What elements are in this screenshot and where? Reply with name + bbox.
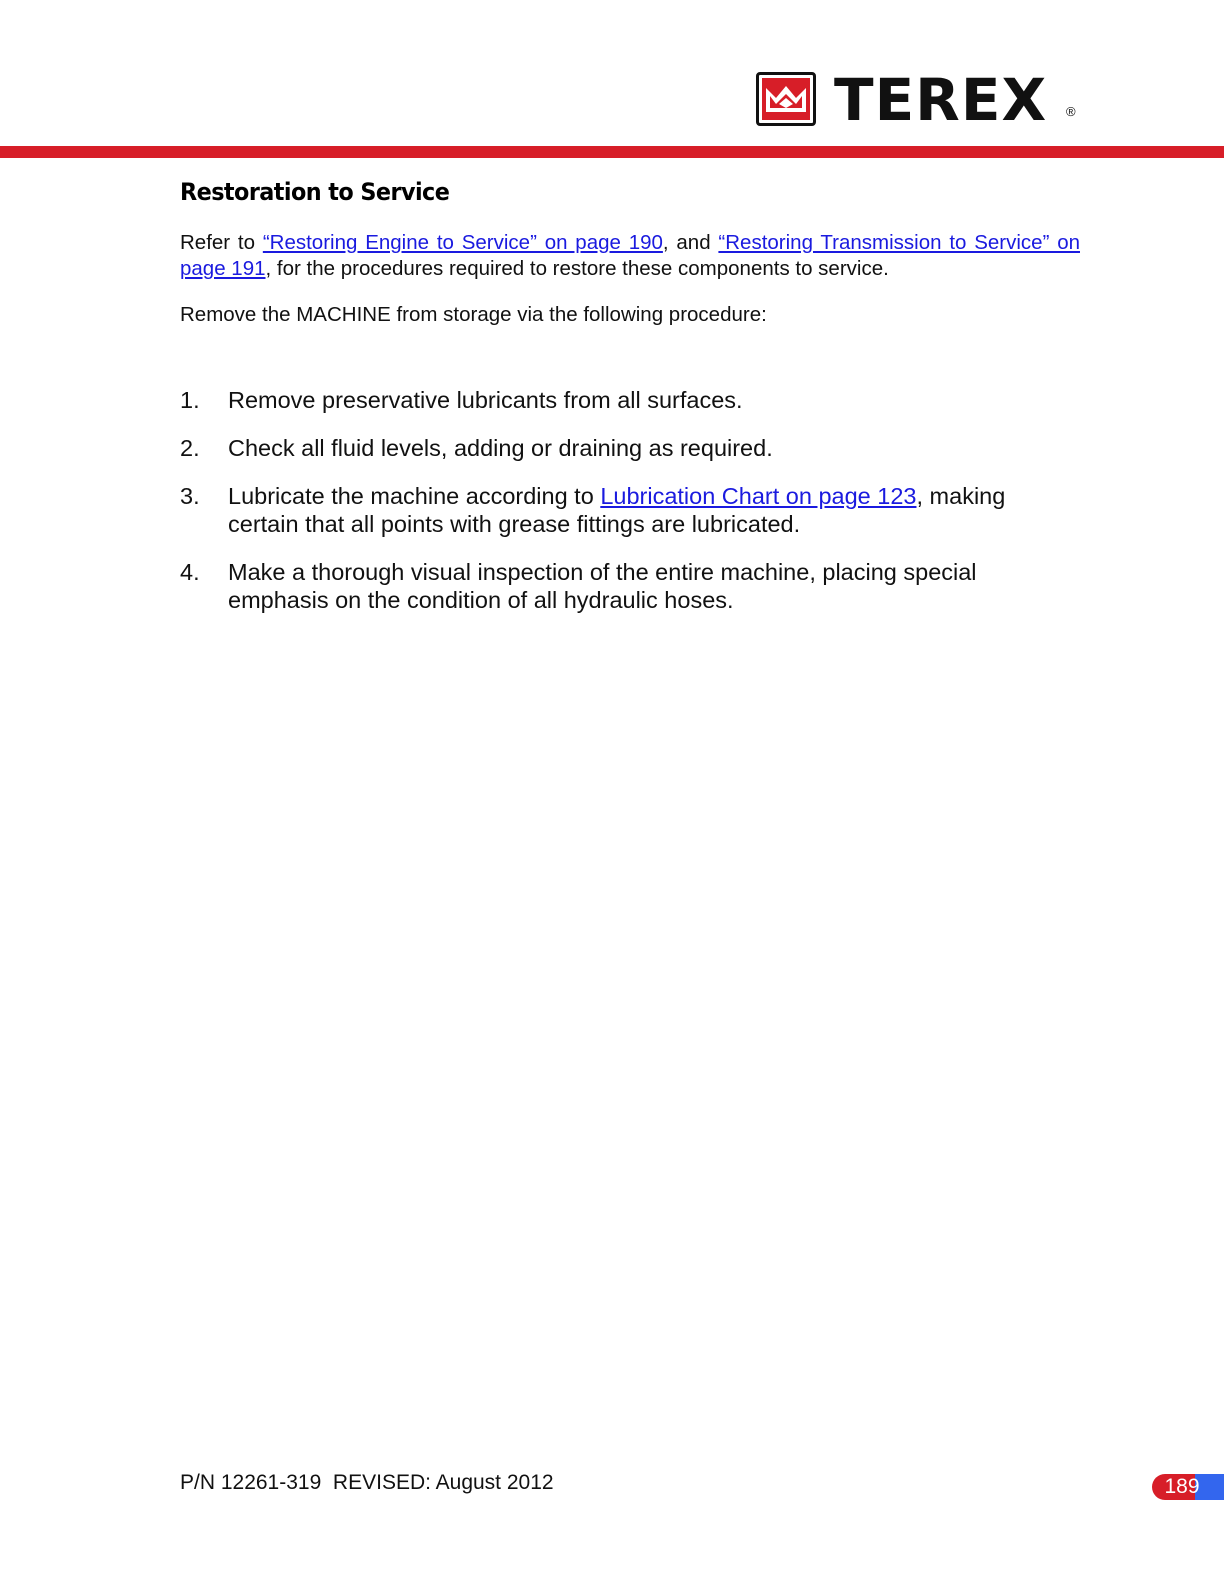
step-text: Remove preservative lubricants from all surfaces. <box>228 387 743 413</box>
page-number-tab <box>1152 1474 1224 1500</box>
step-text-1: Lubricate the machine according to <box>228 483 601 509</box>
step-number: 4. <box>180 559 200 585</box>
step-number: 3. <box>180 483 200 509</box>
step-text: Make a thorough visual inspection of the entire machine, placing special emphasis on the condition of all hydraulic hoses. <box>228 559 977 613</box>
intro-text-1: Refer to <box>180 231 263 254</box>
section-title: Restoration to Service <box>180 178 450 206</box>
terex-crown-icon <box>756 72 816 126</box>
list-item <box>180 386 1060 414</box>
footer-part-number: P/N 12261-319 REVISED: August 2012 <box>180 1471 554 1494</box>
instruction-emphasis: MACHINE <box>296 303 391 326</box>
link-lubrication-chart[interactable]: Lubrication Chart on page 123 <box>600 483 917 509</box>
header-rule <box>0 146 1224 158</box>
page-number: 189 <box>1164 1475 1200 1498</box>
intro-paragraph <box>180 230 1080 282</box>
link-restoring-transmission[interactable]: “Restoring Transmission to Service” on page 191 <box>180 231 1080 280</box>
logo-wordmark: TEREX <box>834 66 1048 134</box>
list-item <box>180 434 1060 462</box>
intro-text-2: , and <box>662 231 719 254</box>
instruction-text-1: Remove the <box>180 303 297 326</box>
step-number: 2. <box>180 435 200 461</box>
procedure-steps <box>180 386 1060 634</box>
terex-logo <box>756 66 1086 134</box>
list-item <box>180 482 1060 538</box>
instruction-text-2: from storage via the following procedure: <box>390 303 767 326</box>
step-text-2: , making certain that all points with grease fittings are lubricated. <box>228 483 1006 537</box>
list-item <box>180 558 1060 614</box>
intro-text-3: , for the procedures required to restore these components to service. <box>265 257 889 280</box>
registered-mark: ® <box>1066 104 1076 119</box>
step-text: Check all fluid levels, adding or draining as required. <box>228 435 773 461</box>
step-number: 1. <box>180 387 200 413</box>
link-restoring-engine[interactable]: “Restoring Engine to Service” on page 190 <box>262 231 663 254</box>
instruction-paragraph <box>180 302 1080 328</box>
